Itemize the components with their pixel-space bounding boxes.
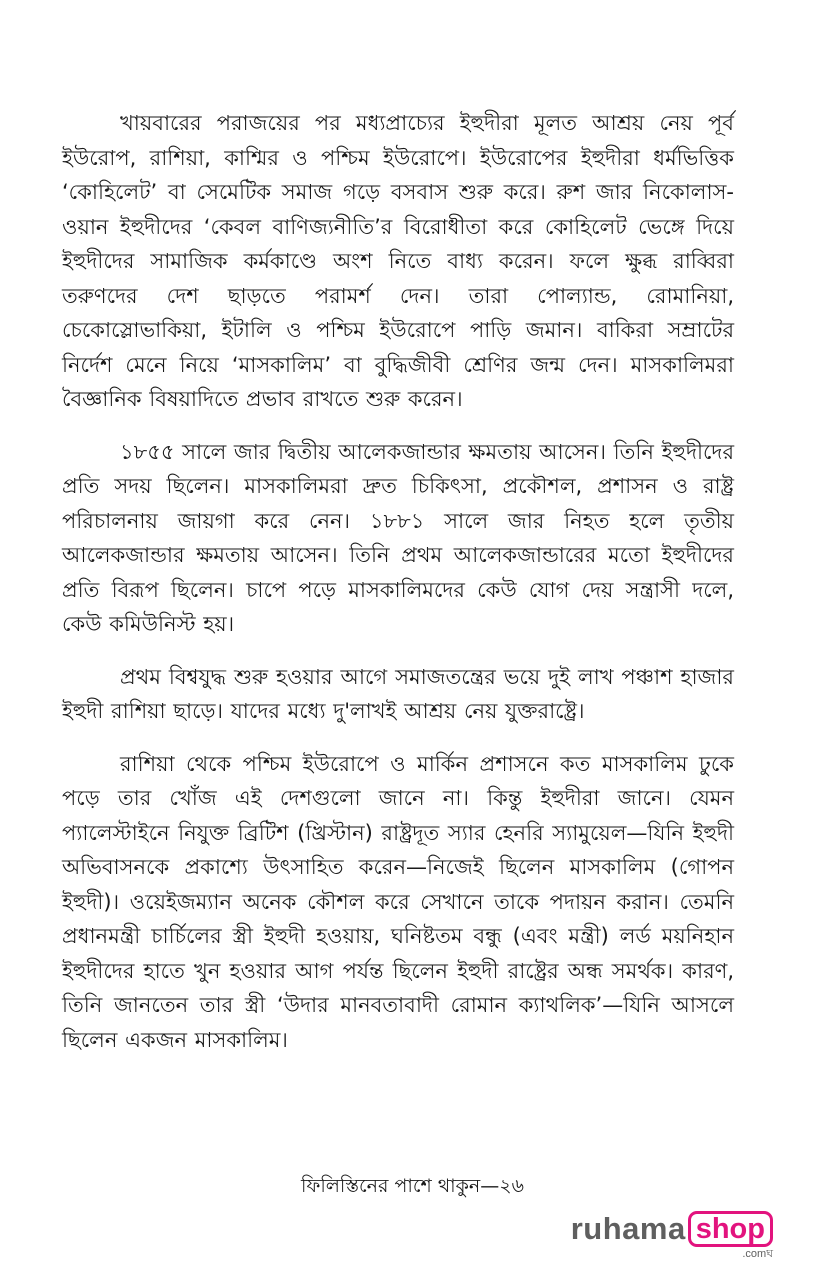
page-footer: ফিলিস্তিনের পাশে থাকুন—২৬: [301, 1175, 524, 1197]
paragraph-3: প্রথম বিশ্বযুদ্ধ শুরু হওয়ার আগে সমাজতন্ত্রের ভয়ে দুই লাখ পঞ্চাশ হাজার ইহুদী রাশিয়া ছাড়ে। যাদের মধ্যে দু'লাখই আশ্রয় নেয় যুক্তরাষ্ট্রে।: [62, 664, 734, 723]
paragraph-4: রাশিয়া থেকে পশ্চিম ইউরোপে ও মার্কিন প্রশাসনে কত মাসকালিম ঢুকে পড়ে তার খোঁজ এই দেশগুলো জানে না। কিন্তু ইহুদীরা জানে। যেমন প্যালেস্টাইনে নিযুক্ত ব্রিটিশ (খ্রিস্টান) রাষ্ট্রদূত স্যার হেনরি স্যামুয়েল—যিনি ইহুদী অভিবাসনকে প্রকাশ্যে উৎসাহিত করেন—নিজেই ছিলেন মাসকালিম (গোপন ইহুদী)। ওয়েইজম্যান অনেক কৌশল করে সেখানে তাকে পদায়ন করান। তেমনি প্রধানমন্ত্রী চার্চিলের স্ত্রী ইহুদী হওয়ায়, ঘনিষ্টতম বন্ধু (এবং মন্ত্রী) লর্ড ময়নিহান ইহুদীদের হাতে খুন হওয়ার আগ পর্যন্ত ছিলেন ইহুদী রাষ্ট্রের অন্ধ সমর্থক। কারণ, তিনি জানতেন তার স্ত্রী ‘উদার মানবতাবাদী রোমান ক্যাথলিক’—যিনি আসলে ছিলেন একজন মাসকালিম।: [62, 751, 734, 1052]
logo-text-shop: shop: [688, 1211, 773, 1247]
paragraph-1: খায়বারের পরাজয়ের পর মধ্যপ্রাচ্যের ইহুদীরা মূলত আশ্রয় নেয় পূর্ব ইউরোপ, রাশিয়া, কাশ্মির ও পশ্চিম ইউরোপে। ইউরোপের ইহুদীরা ধর্মভিত্তিক ‘কোহিলেট’ বা সেমেটিক সমাজ গড়ে বসবাস শুরু করে। রুশ জার নিকোলাস-ওয়ান ইহুদীদের ‘কেবল বাণিজ্যনীতি’র বিরোধীতা করে কোহিলেট ভেঙ্গে দিয়ে ইহুদীদের সামাজিক কর্মকাণ্ডে অংশ নিতে বাধ্য করেন। ফলে ক্ষুব্ধ রাব্বিরা তরুণদের দেশ ছাড়তে পরামর্শ দেন। তারা পোল্যান্ড, রোমানিয়া, চেকোস্লোভাকিয়া, ইটালি ও পশ্চিম ইউরোপে পাড়ি জমান। বাকিরা সম্রাটের নির্দেশ মেনে নিয়ে ‘মাসকালিম’ বা বুদ্ধিজীবী শ্রেণির জন্ম দেন। মাসকালিমরা বৈজ্ঞানিক বিষয়াদিতে প্রভাব রাখতে শুরু করেন।: [62, 111, 734, 411]
ruhamashop-logo: [570, 1210, 773, 1260]
logo-text-com: .comঘ: [742, 1248, 773, 1260]
paragraph-2: ১৮৫৫ সালে জার দ্বিতীয় আলেকজান্ডার ক্ষমতায় আসেন। তিনি ইহুদীদের প্রতি সদয় ছিলেন। মাসকালিমরা দ্রুত চিকিৎসা, প্রকৌশল, প্রশাসন ও রাষ্ট্র পরিচালনায় জায়গা করে নেন। ১৮৮১ সালে জার নিহত হলে তৃতীয় আলেকজান্ডার ক্ষমতায় আসেন। তিনি প্রথম আলেকজান্ডারের মতো ইহুদীদের প্রতি বিরূপ ছিলেন। চাপে পড়ে মাসকালিমদের কেউ যোগ দেয় সন্ত্রাসী দলে, কেউ কমিউনিস্ট হয়।: [62, 439, 735, 636]
logo-text-ruhama: ruhama: [570, 1211, 686, 1246]
logo-shop-group: [686, 1210, 773, 1260]
page-body: [62, 106, 734, 1075]
